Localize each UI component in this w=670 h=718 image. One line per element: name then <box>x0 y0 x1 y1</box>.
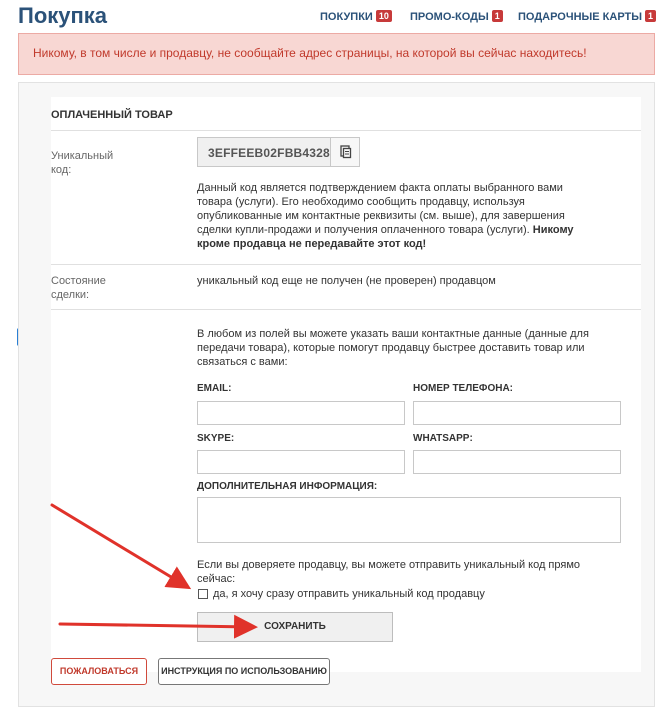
unique-code-label-line2: код: <box>51 164 72 176</box>
unique-code-label <box>51 149 141 177</box>
copy-code-button[interactable] <box>330 138 359 166</box>
unique-code-box <box>197 137 360 167</box>
email-label: EMAIL: <box>197 383 232 394</box>
copy-icon <box>331 138 360 166</box>
send-code-checkbox[interactable] <box>198 589 208 599</box>
send-code-hint: Если вы доверяете продавцу, вы можете отправить уникальный код прямо сейчас: <box>197 559 581 585</box>
deal-status-label <box>51 274 141 302</box>
save-button[interactable]: СОХРАНИТЬ <box>197 612 393 642</box>
deal-status-label-line2: сделки: <box>51 289 90 301</box>
unique-code-description <box>197 181 597 251</box>
extra-info-label: ДОПОЛНИТЕЛЬНАЯ ИНФОРМАЦИЯ: <box>197 481 378 492</box>
email-input[interactable] <box>197 401 405 425</box>
paid-item-section-title: ОПЛАЧЕННЫЙ ТОВАР <box>51 109 173 121</box>
deal-status-label-line1: Состояние <box>51 275 106 287</box>
nav-promo-codes-badge: 1 <box>492 10 503 22</box>
nav-purchases[interactable] <box>320 10 392 23</box>
nav-purchases-label: ПОКУПКИ <box>320 11 373 23</box>
whatsapp-input[interactable] <box>413 450 621 474</box>
unique-code-label-line1: Уникальный <box>51 150 114 162</box>
nav-gift-cards[interactable] <box>518 10 656 23</box>
send-code-checkbox-label[interactable]: да, я хочу сразу отправить уникальный код продавцу <box>213 588 485 600</box>
divider <box>51 309 641 310</box>
warning-alert-text: Никому, в том числе и продавцу, не сообщайте адрес страницы, на которой вы сейчас находитесь! <box>33 46 587 60</box>
nav-promo-codes-label: ПРОМО-КОДЫ <box>410 11 489 23</box>
skype-input[interactable] <box>197 450 405 474</box>
deal-status-value: уникальный код еще не получен (не проверен) продавцом <box>197 275 496 287</box>
page-header <box>0 0 670 32</box>
phone-label: НОМЕР ТЕЛЕФОНА: <box>413 383 513 394</box>
page-title: Покупка <box>18 3 108 28</box>
manual-button[interactable]: ИНСТРУКЦИЯ ПО ИСПОЛЬЗОВАНИЮ <box>158 658 330 685</box>
divider <box>51 130 641 131</box>
purchase-card-content <box>51 97 641 672</box>
skype-label: SKYPE: <box>197 433 235 444</box>
complain-button[interactable]: ПОЖАЛОВАТЬСЯ <box>51 658 147 685</box>
unique-code-warning: Никому кроме продавца не передавайте этот код! <box>197 224 574 250</box>
nav-purchases-badge: 10 <box>376 10 392 22</box>
purchase-card <box>18 82 655 707</box>
unique-code-description-text: Данный код является подтверждением факта оплаты выбранного вами товара (услуги). Его необходимо сообщить продавцу, используя опубликованные им контактные реквизиты (см. выше), для завершения сделки купли-продажи и получения оплаченного товара (услуги). <box>197 182 565 236</box>
nav-promo-codes[interactable] <box>410 10 503 23</box>
contact-form-intro: В любом из полей вы можете указать ваши контактные данные (данные для передачи товара), которые помогут продавцу быстрее доставить товар или связаться с вами: <box>197 328 589 368</box>
divider <box>51 264 641 265</box>
extra-info-textarea[interactable] <box>197 497 621 543</box>
nav-gift-cards-badge: 1 <box>645 10 656 22</box>
warning-alert <box>18 33 655 75</box>
phone-input[interactable] <box>413 401 621 425</box>
nav-gift-cards-label: ПОДАРОЧНЫЕ КАРТЫ <box>518 11 643 23</box>
whatsapp-label: WHATSAPP: <box>413 433 473 444</box>
unique-code-value: 3EFFEEB02FBB4328 <box>208 146 330 160</box>
